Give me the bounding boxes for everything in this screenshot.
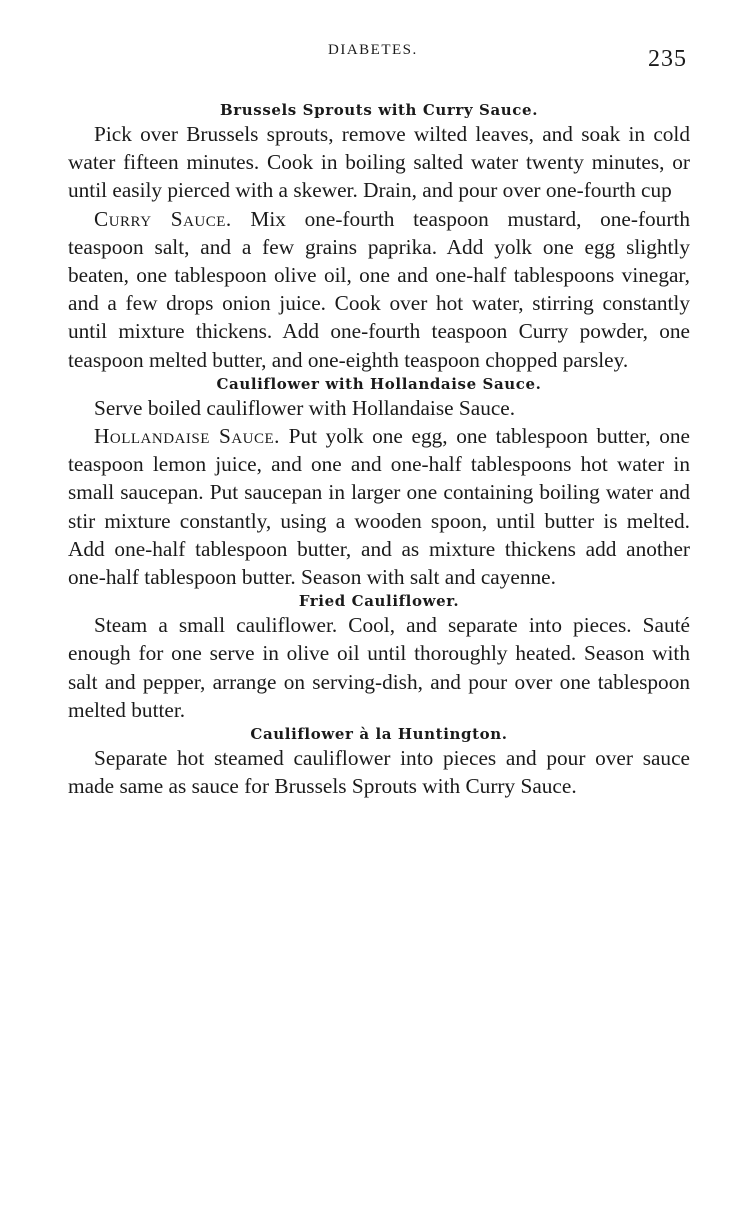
recipe-paragraph <box>68 120 690 205</box>
running-header <box>0 42 750 72</box>
paragraph-text: Mix one-fourth teaspoon mustard, one-fourth teaspoon salt, and a few grains paprika. Add yolk one egg slightly beaten, one tablespoon olive oil, one and one-half tablespoons vinegar, and a few drops onion juice. Cook over hot water, stirring constantly until mixture thickens. Add one-fourth teaspoon Curry powder, one teaspoon melted butter, and one-eighth teaspoon chopped parsley. <box>68 206 690 372</box>
recipe-paragraph <box>68 205 690 374</box>
running-title: DIABETES. <box>328 42 418 58</box>
recipe-brussels-sprouts <box>68 100 690 374</box>
page-content <box>68 100 690 800</box>
page-number: 235 <box>648 46 687 72</box>
recipe-title: Fried Cauliflower. <box>298 592 460 611</box>
paragraph-text: Put yolk one egg, one tablespoon butter, one teaspoon lemon juice, and one and one-half tablespoons hot water in small saucepan. Put saucepan in larger one containing boiling water and stir mixture constantly, using a wooden spoon, until butter is melted. Add one-half tablespoon butter, and as mixture thickens add another one-half tablespoon butter. Season with salt and cayenne. <box>68 424 690 590</box>
sauce-lead: Curry Sauce. <box>94 206 232 231</box>
paragraph-text: Steam a small cauliflower. Cool, and separate into pieces. Sauté enough for one serve in olive oil until thoroughly heated. Season with salt and pepper, arrange on serving-dish, and pour over one tablespoon melted butter. <box>68 613 690 722</box>
recipe-paragraph <box>68 744 690 800</box>
recipe-paragraph <box>68 422 690 591</box>
sauce-lead: Hollandaise Sauce. <box>94 424 280 449</box>
recipe-title: Cauliflower with Hollandaise Sauce. <box>216 374 542 393</box>
paragraph-text: Pick over Brussels sprouts, remove wilted leaves, and soak in cold water fifteen minutes. Cook in boiling salted water twenty minutes, or until easily pierced with a skewer. Drain, and pour over one-fourth cup <box>68 122 690 203</box>
recipe-cauliflower-hollandaise <box>68 374 690 591</box>
recipe-cauliflower-huntington <box>68 724 690 800</box>
paragraph-text: Separate hot steamed cauliflower into pieces and pour over sauce made same as sauce for Brussels Sprouts with Curry Sauce. <box>68 746 690 799</box>
recipe-paragraph <box>68 611 690 724</box>
recipe-title: Cauliflower à la Huntington. <box>250 725 508 744</box>
recipe-fried-cauliflower <box>68 591 690 724</box>
recipe-title: Brussels Sprouts with Curry Sauce. <box>219 101 539 119</box>
recipe-paragraph <box>68 394 690 422</box>
paragraph-text: Serve boiled cauliflower with Hollandaise Sauce. <box>94 395 516 420</box>
